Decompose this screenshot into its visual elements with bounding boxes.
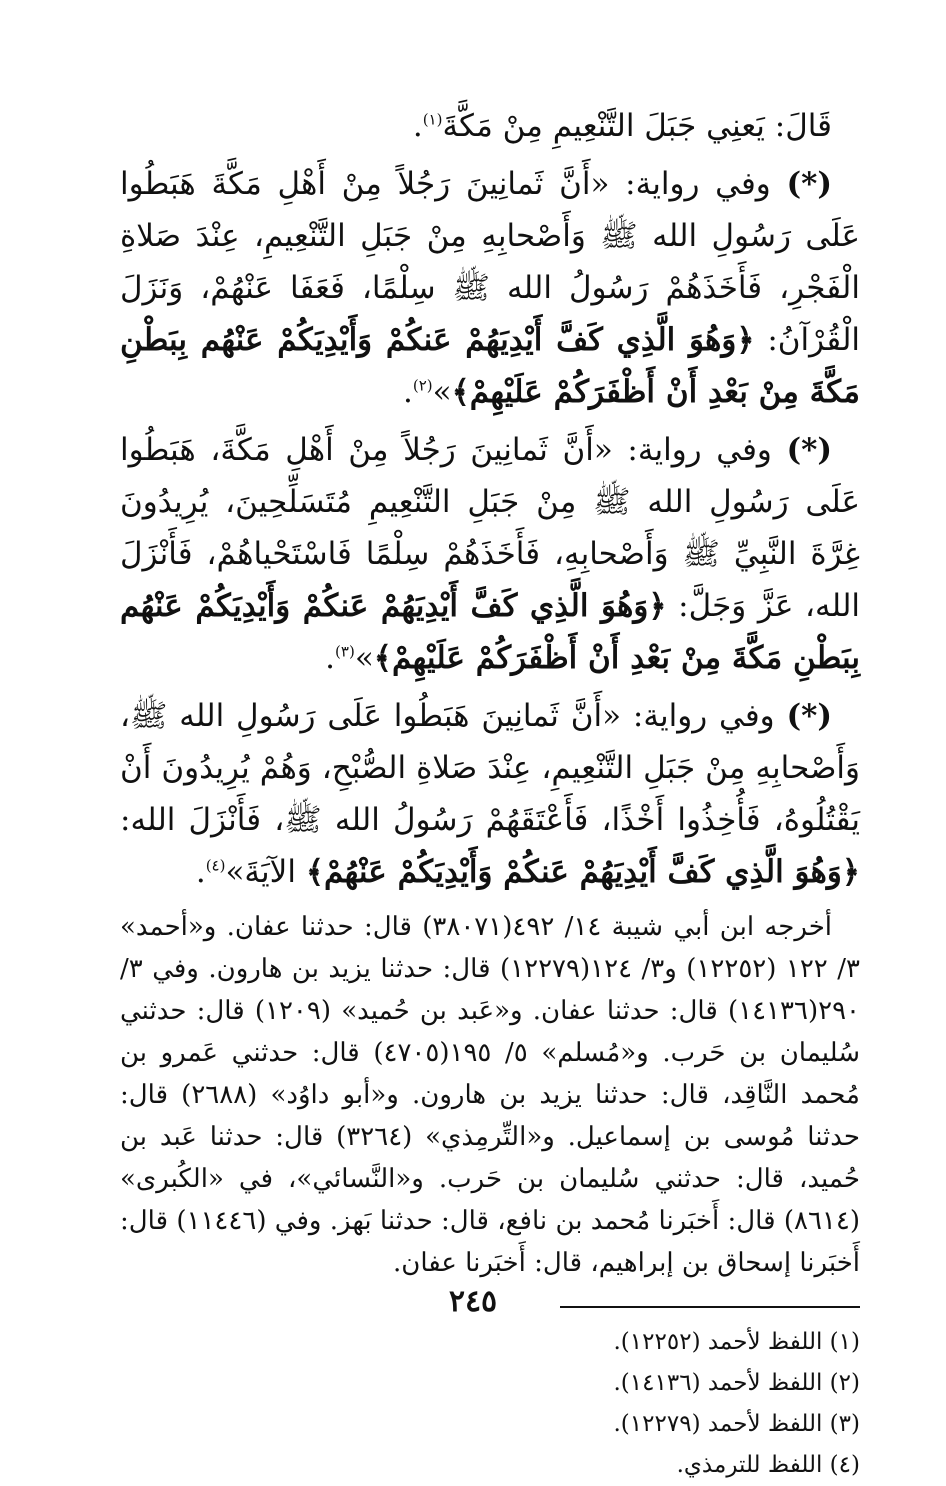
riwaya-3-quran: ﴿وَهُوَ الَّذِي كَفَّ أَيْدِيَهُمْ عَنكُمْ وَأَيْدِيَكُمْ عَنْهُمْ﴾ bbox=[305, 854, 860, 890]
paragraph-riwaya-1 bbox=[120, 158, 860, 418]
paragraph-intro bbox=[120, 100, 860, 152]
footnote-4: (٤) اللفظ للترمذي. bbox=[676, 1452, 860, 1478]
footnote-1: (١) اللفظ لأحمد (١٢٢٥٢). bbox=[613, 1329, 860, 1355]
footnote-ref-1: (١) bbox=[422, 110, 443, 129]
riwaya-2-quran: ﴿وَهُوَ الَّذِي كَفَّ أَيْدِيَهُمْ عَنكُمْ وَأَيْدِيَكُمْ عَنْهُم بِبَطْنِ مَكَّةَ مِنْ بَعْدِ أَنْ أَظْفَرَكُمْ عَلَيْهِمْ﴾ bbox=[120, 588, 860, 676]
footnote-2: (٢) اللفظ لأحمد (١٤١٣٦). bbox=[613, 1370, 860, 1396]
riwaya-3-end: . bbox=[195, 854, 206, 890]
asterisk-marker: (*) bbox=[786, 166, 832, 202]
intro-text: قَالَ: يَعنِي جَبَلَ التَّنْعِيمِ مِنْ مَكَّةَ bbox=[442, 108, 832, 144]
riwaya-3-text: وفي رواية: «أَنَّ ثَمانِينَ هَبَطُوا عَلَى رَسُولِ الله ﷺ، وَأَصْحابِهِ مِنْ جَبَلِ التَّنْعِيمِ، عِنْدَ صَلاةِ الصُّبْحِ، وَهُمْ يُرِيدُونَ أَنْ يَقْتُلُوهُ، فَأُخِذُوا أَخْذًا، فَأَعْتَقَهُمْ رَسُولُ الله ﷺ، فَأَنْزَلَ الله: bbox=[120, 698, 860, 838]
paragraph-riwaya-2 bbox=[120, 424, 860, 684]
riwaya-2-tail: » bbox=[354, 640, 374, 676]
page-content bbox=[120, 100, 860, 1486]
paragraph-riwaya-3 bbox=[120, 690, 860, 898]
footnote-ref-2: (٢) bbox=[412, 376, 433, 395]
takhrij-paragraph: أخرجه ابن أبي شيبة ١٤/ ٤٩٢(٣٨٠٧١) قال: حدثنا عفان. و«أحمد» ٣/ ١٢٢ (١٢٢٥٢) و٣/ ١٢٤(١٢٢٧٩) قال: حدثنا يزيد بن هارون. وفي ٣/ ٢٩٠(١٤١٣٦) قال: حدثنا عفان. و«عَبد بن حُميد» (١٢٠٩) قال: حدثني سُليمان بن حَرب. و«مُسلم» ٥/ ١٩٥(٤٧٠٥) قال: حدثني عَمرو بن مُحمد النَّاقِد، قال: حدثنا يزيد بن هارون. و«أبو داوُد» (٢٦٨٨) قال: حدثنا مُوسى بن إسماعيل. و«التِّرمِذي» (٣٢٦٤) قال: حدثنا عَبد بن حُميد، قال: حدثني سُليمان بن حَرب. و«النَّسائي»، في «الكُبرى» (٨٦١٤) قال: أَخبَرنا مُحمد بن نافع، قال: حدثنا بَهز. وفي (١١٤٤٦) قال: أَخبَرنا إسحاق بن إبراهيم، قال: أَخبَرنا عفان. bbox=[120, 912, 861, 1278]
riwaya-1-tail: » bbox=[432, 374, 452, 410]
riwaya-1-end: . bbox=[402, 374, 413, 410]
footnotes-list bbox=[120, 1322, 860, 1486]
riwaya-1-text: وفي رواية: «أَنَّ ثَمانِينَ رَجُلاً مِنْ أَهْلِ مَكَّةَ هَبَطُوا عَلَى رَسُولِ الله ﷺ وَأَصْحابِهِ مِنْ جَبَلِ التَّنْعِيمِ، عِنْدَ صَلاةِ الْفَجْرِ، فَأَخَذَهُمْ رَسُولُ الله ﷺ سِلْمًا، فَعَفَا عَنْهُمْ، وَنَزَلَ الْقُرْآنُ: bbox=[120, 166, 861, 358]
intro-end: . bbox=[412, 108, 423, 144]
riwaya-1-quran: ﴿وَهُوَ الَّذِي كَفَّ أَيْدِيَهُمْ عَنكُمْ وَأَيْدِيَكُمْ عَنْهُم بِبَطْنِ مَكَّةَ مِنْ بَعْدِ أَنْ أَظْفَرَكُمْ عَلَيْهِمْ﴾ bbox=[120, 322, 860, 410]
footnote-3: (٣) اللفظ لأحمد (١٢٢٧٩). bbox=[613, 1411, 860, 1437]
riwaya-2-text: وفي رواية: «أَنَّ ثَمانِينَ رَجُلاً مِنْ أَهْلِ مَكَّةَ، هَبَطُوا عَلَى رَسُولِ الله ﷺ مِنْ جَبَلِ التَّنْعِيمِ مُتَسَلِّحِينَ، يُرِيدُونَ غِرَّةَ النَّبِيِّ ﷺ وَأَصْحابِهِ، فَأَخَذَهُمْ سِلْمًا فَاسْتَحْياهُمْ، فَأَنْزَلَ الله، عَزَّ وَجَلَّ: bbox=[120, 432, 860, 624]
asterisk-marker: (*) bbox=[786, 432, 832, 468]
riwaya-2-end: . bbox=[325, 640, 336, 676]
footnote-ref-3: (٣) bbox=[335, 642, 355, 661]
riwaya-3-tail: الآيَةَ» bbox=[225, 854, 306, 890]
asterisk-marker: (*) bbox=[786, 698, 832, 734]
page-number: ٢٤٥ bbox=[448, 1284, 498, 1319]
footnote-ref-4: (٤) bbox=[205, 856, 226, 875]
main-text bbox=[120, 100, 860, 898]
